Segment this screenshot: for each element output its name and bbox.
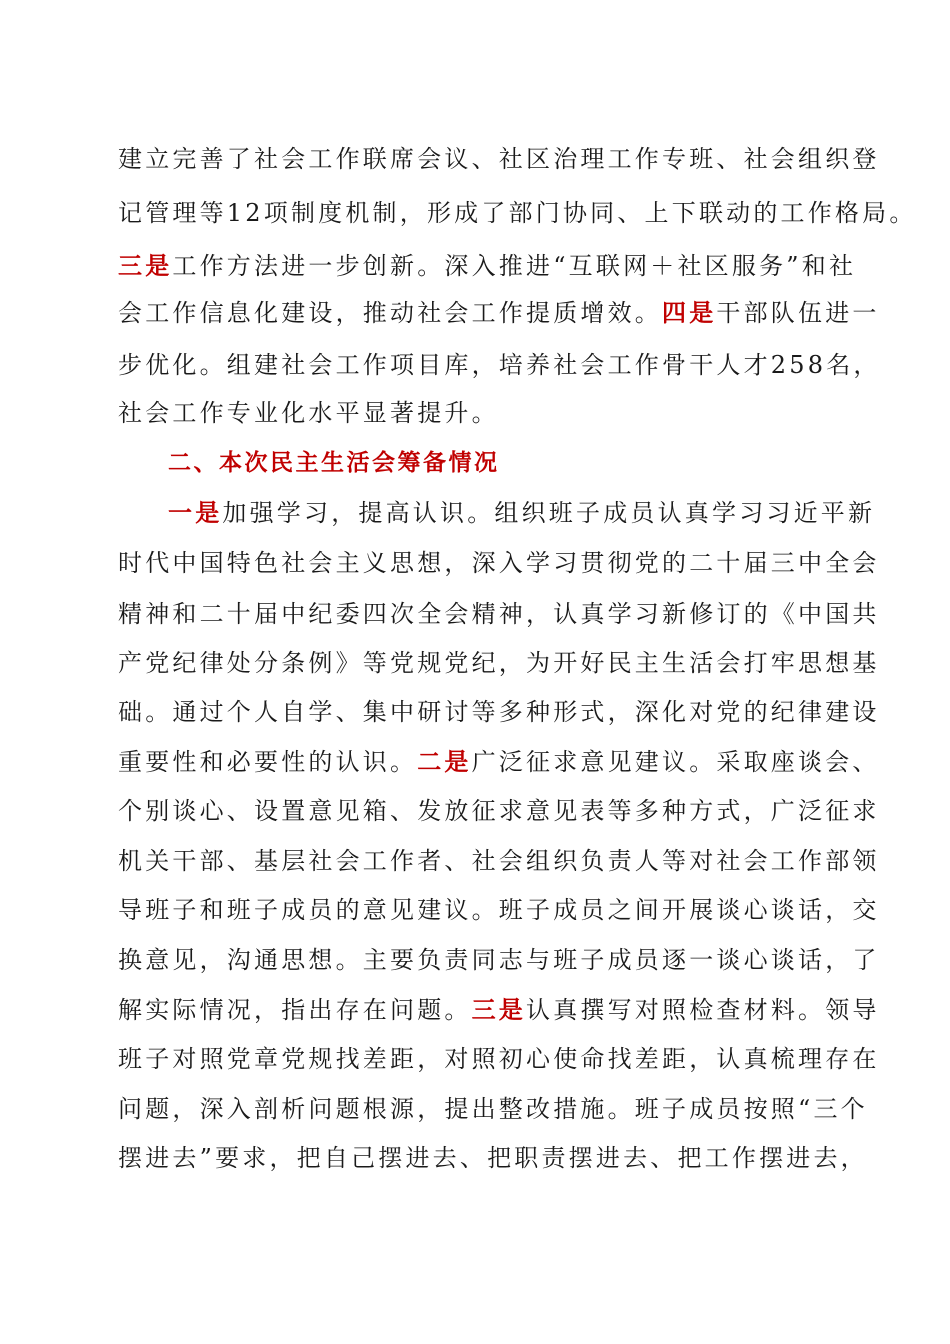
line-text: 建立完善了社会工作联席会议、社区治理工作专班、社会组织登: [118, 145, 880, 173]
line-text: 工作方法进一步创新。深入推进“互联网＋社区服务”和社: [172, 252, 857, 280]
line-text: 问题，深入剖析问题根源，提出整改措施。班子成员按照“三个: [118, 1095, 868, 1123]
paragraph-line: [118, 345, 881, 385]
line-text: 班子对照党章党规找差距，对照初心使命找差距，认真梳理存在: [118, 1045, 880, 1073]
line-text: 会工作信息化建设，推动社会工作提质增效。: [118, 299, 662, 327]
paragraph-line: [118, 393, 499, 433]
ordinal-marker: 三是: [471, 995, 527, 1024]
paragraph-line: [168, 493, 875, 533]
line-text: 广泛征求意见建议。采取座谈会、: [471, 748, 880, 776]
paragraph-line: [118, 692, 880, 732]
paragraph-line: [118, 643, 880, 683]
paragraph-line: [118, 1138, 868, 1178]
paragraph-line: [118, 742, 880, 782]
section-heading: 二、本次民主生活会筹备情况: [168, 450, 500, 476]
paragraph-line: [118, 890, 880, 930]
paragraph-line: [118, 990, 880, 1030]
line-text: 步优化。组建社会工作项目库，培养社会工作骨干人才258名，: [118, 351, 881, 379]
ordinal-marker: 二是: [417, 747, 472, 776]
paragraph-line: [118, 791, 880, 831]
paragraph-line: [118, 1039, 880, 1079]
paragraph-line: [118, 940, 880, 980]
paragraph-line: [118, 139, 880, 179]
paragraph-line: [118, 293, 880, 333]
line-text: 个别谈心、设置意见箱、发放征求意见表等多种方式，广泛征求: [118, 797, 880, 825]
line-text: 产党纪律处分条例》等党规党纪，为开好民主生活会打牢思想基: [118, 649, 880, 677]
line-text: 机关干部、基层社会工作者、社会组织负责人等对社会工作部领: [118, 847, 880, 875]
ordinal-marker: 四是: [662, 298, 717, 327]
line-text: 加强学习，提高认识。组织班子成员认真学习习近平新: [222, 499, 876, 527]
line-text: 社会工作专业化水平显著提升。: [118, 399, 499, 427]
paragraph-line: [118, 841, 880, 881]
line-text: 记管理等12项制度机制，形成了部门协同、上下联动的工作格局。: [118, 199, 917, 227]
line-text: 重要性和必要性的认识。: [118, 748, 418, 776]
line-text: 认真撰写对照检查材料。领导: [526, 996, 880, 1024]
line-text: 换意见，沟通思想。主要负责同志与班子成员逐一谈心谈话，了: [118, 946, 880, 974]
line-text: 础。通过个人自学、集中研讨等多种形式，深化对党的纪律建设: [118, 698, 880, 726]
line-text: 时代中国特色社会主义思想，深入学习贯彻党的二十届三中全会: [118, 549, 880, 577]
paragraph-line: [118, 246, 856, 286]
paragraph-line: [118, 1089, 868, 1129]
ordinal-marker: 一是: [168, 498, 223, 527]
paragraph-line: [118, 594, 880, 634]
line-text: 精神和二十届中纪委四次全会精神，认真学习新修订的《中国共: [118, 600, 880, 628]
line-text: 解实际情况，指出存在问题。: [118, 996, 472, 1024]
line-text: 导班子和班子成员的意见建议。班子成员之间开展谈心谈话，交: [118, 896, 880, 924]
paragraph-line: [118, 193, 917, 233]
line-text: 摆进去”要求，把自己摆进去、把职责摆进去、把工作摆进去，: [118, 1144, 868, 1172]
line-text: 干部队伍进一: [716, 299, 880, 327]
paragraph-line: [118, 543, 880, 583]
ordinal-marker: 三是: [118, 251, 173, 280]
